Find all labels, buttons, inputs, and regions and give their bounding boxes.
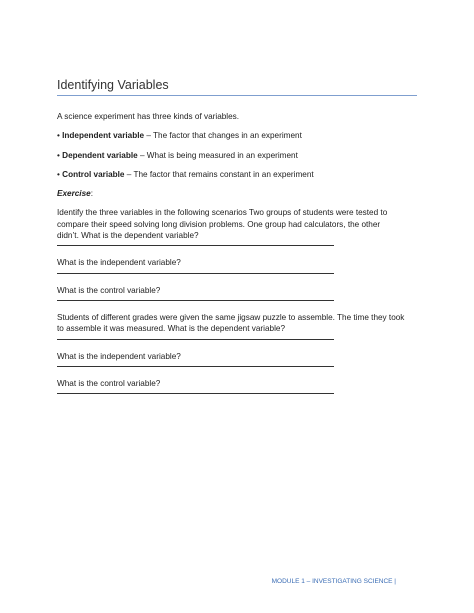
- page-footer: MODULE 1 – INVESTIGATING SCIENCE |: [271, 578, 396, 585]
- scenario1-line: compare their speed solving long division problems. One group had calculators, the other: [57, 219, 381, 229]
- variable-definition: – The factor that changes in an experiment: [144, 131, 302, 141]
- exercise-label: Exercise: [57, 189, 91, 199]
- scenario1-line: didn’t. What is the dependent variable?: [57, 231, 199, 241]
- bullet: •: [57, 169, 60, 179]
- variable-independent: [57, 130, 412, 141]
- worksheet-content: [57, 111, 412, 394]
- scenario2-question-control: What is the control variable?: [57, 378, 161, 388]
- page-title: Identifying Variables: [57, 78, 417, 96]
- bullet: •: [57, 131, 60, 141]
- variable-term: Independent variable: [62, 131, 145, 141]
- scenario2-line: to assemble it was measured. What is the dependent variable?: [57, 324, 286, 334]
- variable-control: [57, 169, 412, 180]
- scenario1-question-control: What is the control variable?: [57, 285, 161, 295]
- scenario1-line: Identify the three variables in the following scenarios Two groups of students were tested to: [57, 208, 388, 218]
- bullet: •: [57, 150, 60, 160]
- variable-term: Dependent variable: [62, 150, 138, 160]
- answer-line-control-2[interactable]: [57, 393, 334, 394]
- variable-definition: – What is being measured in an experiment: [137, 150, 298, 160]
- scenario2-question-independent: What is the independent variable?: [57, 351, 181, 361]
- variable-dependent: [57, 150, 412, 161]
- variable-term: Control variable: [62, 169, 125, 179]
- exercise-colon: :: [90, 189, 93, 199]
- scenario2-line: Students of different grades were given the same jigsaw puzzle to assemble. The time they took: [57, 312, 405, 322]
- scenario1-question-independent: What is the independent variable?: [57, 258, 181, 268]
- intro-text: A science experiment has three kinds of variables.: [57, 112, 240, 121]
- exercise-heading: [57, 188, 412, 199]
- variable-definition: – The factor that remains constant in an experiment: [124, 169, 314, 179]
